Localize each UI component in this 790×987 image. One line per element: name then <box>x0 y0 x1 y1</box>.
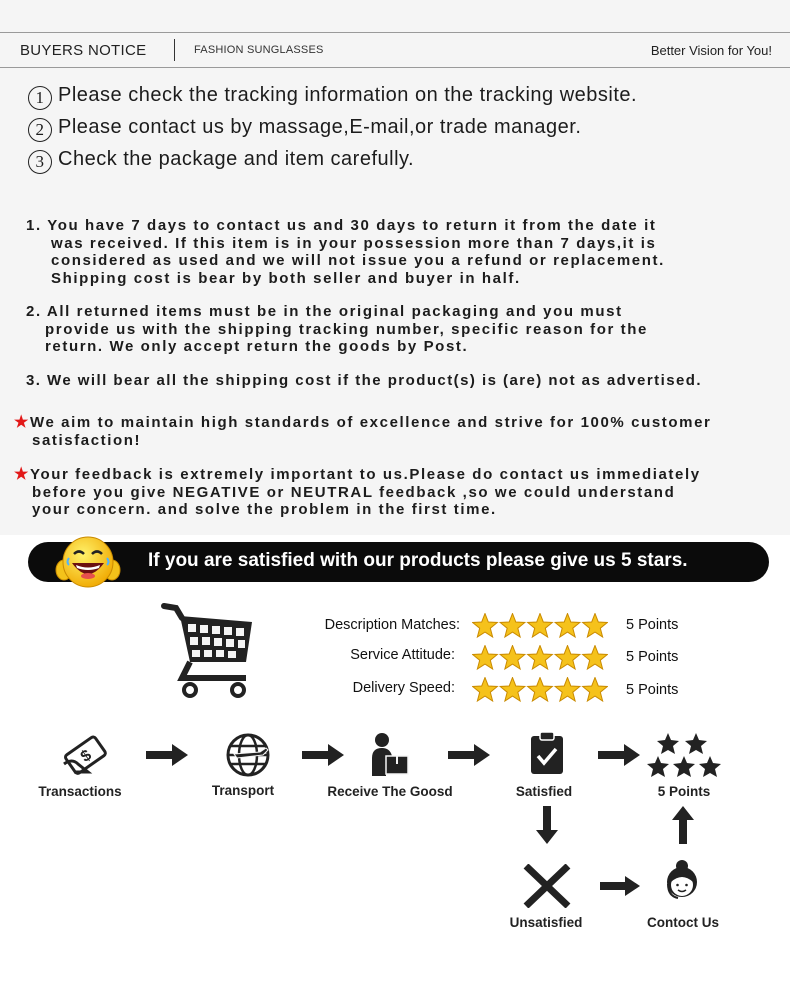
step-2 <box>28 116 581 142</box>
note-line: We aim to maintain high standards of excellence and strive for 100% customer <box>29 414 712 431</box>
flow-label-unsatisfied: Unsatisfied <box>509 915 583 930</box>
gold-star-icon <box>583 614 608 638</box>
arrow-up-icon <box>672 806 694 844</box>
arrow-right-icon <box>302 744 344 766</box>
rating-points: 5 Points <box>626 682 679 698</box>
red-star-icon: ★ <box>14 466 30 483</box>
gold-star-icon <box>555 614 580 638</box>
gold-star-icon <box>528 678 553 702</box>
header-tagline: Better Vision for You! <box>650 43 772 58</box>
gold-star-icon <box>473 614 498 638</box>
rating-label: Description Matches: <box>324 617 460 633</box>
note-line: satisfaction! <box>32 431 142 449</box>
header-bottom-rule <box>0 67 790 68</box>
policy-2 <box>26 303 648 356</box>
header-title: BUYERS NOTICE <box>20 42 147 59</box>
gold-star-icon <box>473 646 498 670</box>
flow-label-transport: Transport <box>211 783 275 798</box>
gold-star-icon <box>500 646 525 670</box>
arrow-right-icon <box>600 876 640 896</box>
rating-stars <box>472 645 608 671</box>
policy-line: 1. You have 7 days to contact us and 30 days to return it from the date it <box>26 217 657 234</box>
rating-label: Service Attitude: <box>350 647 455 663</box>
step-number: 3 <box>28 150 52 174</box>
flow-label-satisfied: Satisfied <box>515 784 573 799</box>
arrow-right-icon <box>146 744 188 766</box>
support-agent-icon <box>662 858 702 902</box>
arrow-right-icon <box>598 744 640 766</box>
policy-line: was received. If this item is in your possession more than 7 days,it is <box>51 234 657 252</box>
delivery-person-icon <box>368 730 412 778</box>
policy-line: 2. All returned items must be in the original packaging and you must <box>26 303 623 320</box>
flow-label-receive: Receive The Goosd <box>327 784 453 799</box>
laughing-smiley-icon <box>52 534 124 590</box>
rating-points: 5 Points <box>626 617 679 633</box>
cross-icon <box>522 864 572 908</box>
step-text: Check the package and item carefully. <box>58 148 415 170</box>
globe-plane-icon <box>224 732 272 778</box>
gold-star-icon <box>555 646 580 670</box>
flow-label-transactions: Transactions <box>38 784 122 799</box>
flow-label-five-points: 5 Points <box>657 784 711 799</box>
rating-stars <box>472 677 608 703</box>
note-1 <box>14 414 711 449</box>
step-number: 1 <box>28 86 52 110</box>
rating-points: 5 Points <box>626 649 679 665</box>
rating-label: Delivery Speed: <box>352 680 455 696</box>
flow-label-contact: Contoct Us <box>647 915 719 930</box>
policy-line: provide us with the shipping tracking number, specific reason for the <box>45 320 648 338</box>
note-2 <box>14 466 701 519</box>
note-line: Your feedback is extremely important to us.Please do contact us immediately <box>29 466 701 483</box>
step-1 <box>28 84 637 110</box>
note-line: your concern. and solve the problem in the first time. <box>32 501 497 518</box>
checklist-icon <box>528 730 566 776</box>
policy-1 <box>26 217 665 287</box>
gold-star-icon <box>583 678 608 702</box>
step-number: 2 <box>28 118 52 142</box>
policy-line: Shipping cost is bear by both seller and buyer in half. <box>51 269 521 287</box>
red-star-icon: ★ <box>14 414 30 431</box>
gold-star-icon <box>500 678 525 702</box>
header-top-rule <box>0 32 790 33</box>
policy-line: 3. We will bear all the shipping cost if the product(s) is (are) not as advertised. <box>26 372 703 389</box>
shopping-cart-icon <box>160 600 260 700</box>
note-line: before you give NEGATIVE or NEUTRAL feedback ,so we could understand <box>32 483 676 501</box>
gold-star-icon <box>528 614 553 638</box>
step-text: Please check the tracking information on the tracking website. <box>58 84 638 106</box>
money-hand-icon <box>62 734 110 778</box>
arrow-down-icon <box>536 806 558 844</box>
step-text: Please contact us by massage,E-mail,or trade manager. <box>58 116 582 138</box>
policy-line: return. We only accept return the goods by Post. <box>45 338 469 355</box>
header-subtitle: FASHION SUNGLASSES <box>194 44 324 56</box>
gold-star-icon <box>583 646 608 670</box>
policy-line: considered as used and we will not issue you a refund or replacement. <box>51 252 665 269</box>
gold-star-icon <box>555 678 580 702</box>
svg-text:$: $ <box>77 746 95 766</box>
policy-3 <box>26 372 702 390</box>
step-3 <box>28 148 414 174</box>
gold-star-icon <box>473 678 498 702</box>
five-stars-icon <box>646 732 724 780</box>
arrow-right-icon <box>448 744 490 766</box>
gold-star-icon <box>500 614 525 638</box>
banner-text: If you are satisfied with our products please give us 5 stars. <box>148 550 688 571</box>
gold-star-icon <box>528 646 553 670</box>
header-divider <box>174 39 175 61</box>
rating-stars <box>472 613 608 639</box>
